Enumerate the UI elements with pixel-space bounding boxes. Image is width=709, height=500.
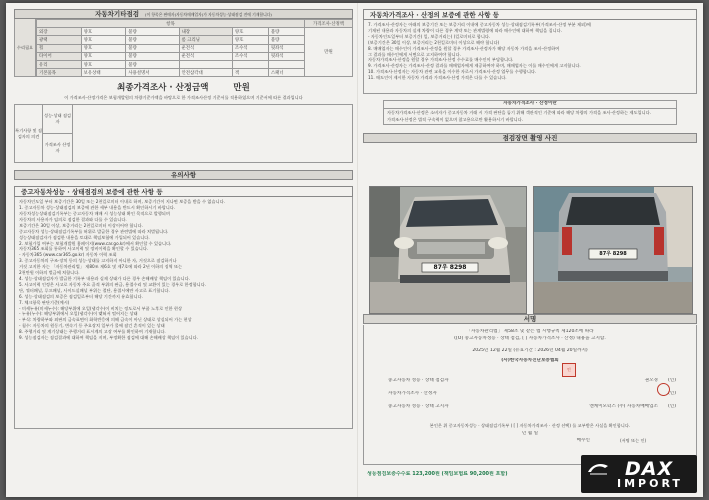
guarantee-line: 그 결과를 매수인에게 서면으로 고지하여야 합니다. xyxy=(368,51,461,57)
institution-stamp: 인 xyxy=(562,363,576,377)
other-inspection-title: 자동차기타점검 xyxy=(95,10,140,18)
guide-text xyxy=(14,197,353,429)
repair-needed-label: 수리필요 xyxy=(14,19,36,77)
dax-import-logo xyxy=(581,455,697,493)
guide-line: - 부식: 차량하부와 외판의 금속표면이 화학반응에 의해 금속이 아닌 상태로 상실되어 가는 현상 xyxy=(19,317,192,323)
guide-line: 2천만원 이하의 벌금에 처합니다. xyxy=(19,270,80,276)
final-price-row xyxy=(14,77,353,95)
price-unit: 만원 xyxy=(305,28,353,77)
guarantee-line: 9. 가격조사·산정자는 가격조사·산정 결과를 매매업자에게 제공하여야 하며, 매매업자는 이를 매수인에게 고지합니다. xyxy=(368,63,581,69)
special-notes-label: 특기사항 및 점검자의 의견 xyxy=(15,105,43,162)
guide-line: 5. 사고이력 인정은 사고로 자동차 주요 골격 부위의 판금, 용접수리 및 교환이 있는 경우로 한정합니다. xyxy=(19,281,207,287)
guarantee-line: 자동차가격조사·산정을 원할 경우 가격조사·산정 수수료를 매수인이 부담합니다. xyxy=(368,57,514,63)
guarantee-line: 7. 가격조사·산정자는 아래의 보증기간 또는 보증거리 이내에 중고자동차 성능·상태점검기록부(가격조사·산정 부분 제외)에 xyxy=(368,22,591,27)
institution-row xyxy=(370,358,690,365)
signature-row: 중고자동차 성능 · 상태 점검자 권오경 (인) xyxy=(388,377,677,383)
signature-section xyxy=(363,325,697,465)
table-row: 기본품목 보유상태 사용설명서 안전삼각대 잭 스패너 xyxy=(37,69,353,77)
special-notes-box xyxy=(14,105,353,163)
front-license-plate: 87우 8298 xyxy=(433,264,467,271)
guarantee-line: 8. 매매업자는 매수인이 가격조사·산정을 원할 경우 가격조사·산정자가 해당 자동차 가격을 조사·산정하여 xyxy=(368,45,560,51)
notice-type: ([O] 중고자동차성능 · 상태 점검, [ ] 자동차가격조사 · 산정) 내용을 고지함. xyxy=(454,335,606,341)
guide-line: 9. 성능점검자는 점검결과에 대하여 책임을 지며, 부정확한 점검에 대해 손해배상 책임이 있습니다. xyxy=(19,335,199,341)
guarantee-line: 11. 매도인이 제시한 자동차 가격과 가격조사·산정 가격은 다를 수 있습니다. xyxy=(368,75,507,81)
front-vehicle-photo xyxy=(369,186,527,314)
table-row: 유리 양호 불량 xyxy=(37,60,353,68)
table-row: 타이어 양호 불량 운전석 조수석 뒷좌석 xyxy=(37,52,353,60)
guide-line: 7. 체크항목 판단기준(예시) xyxy=(19,299,70,305)
price-guarantee-title: 자동차가격조사 · 산정의 보증에 관한 사항 등 xyxy=(370,11,500,19)
guide-title: 중고자동차성능 · 상태점검의 보증에 관한 사항 등 xyxy=(21,188,163,197)
page-fold xyxy=(357,3,359,497)
logo-word-dax: DAX xyxy=(625,458,674,480)
guide-line: - 미세누유(미세누수): 해당부위에 오일(냉각수)이 비치는 정도로서 부품 노후로 인한 현상 xyxy=(19,305,183,311)
guide-header xyxy=(14,186,353,197)
guide-line: - 침수: 자동차의 원동기, 변속기 등 주요장치 일부가 물에 잠긴 흔적이 있는 상태 xyxy=(19,323,165,329)
inspection-fee: 성능점검보증수수료 123,200원 (책임보험료 90,200원 포함) xyxy=(367,471,508,477)
appraiser-label: 가격조사 산정자 xyxy=(43,134,73,162)
guide-line: 자동차인도일 부터 보증기간은 30일 또는 2천킬로미터 이내로 하며, 보증기간이 지나면 보증을 받을 수 없습니다. xyxy=(19,199,225,205)
buyer-confirmation: 본인은 위 중고자동차성능 · 상태점검기록부 ( [ ] 자동차가격조사 · 산정 선택) 를 교부받은 사실을 확인합니다. xyxy=(429,423,631,429)
signature-rows xyxy=(370,374,690,413)
guide-line: 성능상태점검자가 점검한 내용을 토대로 책임보험에 가입되어 있습니다. xyxy=(19,234,150,240)
signature-row: 중고자동차 성능 · 상태 고지자 엔케이모터스 (주) 자동차매매업소 (인) xyxy=(388,403,677,409)
table-row: 외장 양호 불량 내장 양호 불량 만원 xyxy=(37,28,353,36)
price-notice: 이 가격조사·산정가격은 보험개발원의 차량기준가액을 바탕으로 한 가격조사산정 기준서를 적용하였으며 기준서에 따른 결과입니다 xyxy=(14,95,353,105)
caution-header: 유의사항 xyxy=(14,170,353,180)
inspection-photo-header: 점검장면 촬영 사진 xyxy=(363,133,697,143)
guarantee-line: (보증기간은 30일 이상, 보증거리는 2천킬로미터 이상으로 해야 합니다) xyxy=(368,39,500,45)
guarantee-line: 기재된 내용과 자동차의 실제 차량이 다른 경우 계약 또는 관계법령에 따라 매수인에 대하여 책임을 집니다. xyxy=(368,27,562,33)
rear-vehicle-photo xyxy=(533,186,693,314)
guide-line: - 누유(누수): 해당부위에서 오일(냉각수)이 맺혀서 떨어지는 상태 xyxy=(19,311,138,317)
price-guarantee-text xyxy=(363,20,697,94)
guide-line: - 자동차365 (www.car365.go.kr) 자동차 이력 조회 xyxy=(19,252,117,258)
guide-line: 단, 쿼터패널, 루프패널, 사이드실패널 부위는 절단, 용접시에만 사고로 표기합니다. xyxy=(19,287,170,293)
table-row: 광택 양호 불량 룸 크리닝 양호 불량 xyxy=(37,36,353,44)
guide-line: 8. 주행거리 및 계기상태는 주행거리 표시계의 고장 여부를 확인하여 기재합니다. xyxy=(19,329,166,335)
signature-header: 서명 xyxy=(363,314,697,324)
other-inspection-table xyxy=(14,19,353,77)
signature-row: 자동차가격조사 · 산정자 (인) xyxy=(388,390,677,396)
guide-line: 4. 성능·상태점검자가 발급한 기록부 내용과 실제 상태가 다른 경우 손해배상 책임이 있습니다. xyxy=(19,276,190,281)
other-inspection-header xyxy=(14,9,353,19)
right-page xyxy=(363,9,697,493)
guide-line: 자동차의 사용자가 임의로 점검한 결과와 다를 수 있습니다. xyxy=(19,216,127,222)
logo-word-import: IMPORT xyxy=(617,477,683,490)
inspector-label: 성능·상태 점검자 xyxy=(43,105,73,134)
guide-line: 3. 중고자동차의 구조·장치 등의 성능·상태를 고지하지 아니한 자, 거짓으로 점검하거나 xyxy=(19,258,177,264)
guarantee-line: - 자동차인도일부터 보증기간( 일, 보증거리는( )킬로미터로 합니다. xyxy=(368,33,491,39)
inspection-document xyxy=(6,3,703,497)
buyer-sign-mark: (서명 또는 인) xyxy=(620,437,647,443)
institution-name: (사)한국자동차진단보증협회 xyxy=(501,357,559,363)
item-header: 항목 xyxy=(37,20,305,28)
table-row: 휠 양호 불량 운전석 조수석 뒷좌석 xyxy=(37,44,353,52)
rear-license-plate: 87우 8298 xyxy=(599,251,627,257)
price-guarantee-header xyxy=(363,9,697,20)
guide-line: 1. 중고자동차 성능·상태점검의 보증에 관한 세부 내용을 반드시 확인하시기 바랍니다. xyxy=(19,205,176,211)
guide-line: 자동차성능상태점검기록부는 중고자동차 매매 시 성능상태 확인 목적으로 발행되며 xyxy=(19,211,170,217)
buyer-label: 매수인 xyxy=(576,437,590,443)
final-price-title: 최종가격조사 · 산정금액 xyxy=(117,83,209,94)
front-vehicle-image xyxy=(370,187,527,314)
price-definition-text-2: 가격조사·산정은 법적 구속력이 없으며 참고용으로만 활용하시기 바랍니다. xyxy=(387,116,524,122)
price-definition-text: 자동차가격조사·산정은 소비자가 중고자동차 거래 시 가격 판단을 돕기 위해 객관적인 기준에 따라 해당 차량의 가격을 조사·산정하는 제도입니다. xyxy=(387,109,651,115)
left-page xyxy=(14,9,353,493)
guide-line: 보증기간은 30일 이상, 보증거리는 2천킬로미터 이상이어야 합니다. xyxy=(19,222,143,228)
guide-line: 거짓 고지한 자는 「자동차관리법」 제80조 제6호 및 제7호에 따라 2년 이하의 징역 또는 xyxy=(19,264,183,270)
law-reference: 「자동차관리법」 제58조 및 같은 법 시행규칙 제120조에 따라 xyxy=(466,329,594,334)
guide-line: 중고자동차 성능·상태점검기록부를 허위로 발급한 경우 관련법에 따라 처벌됩니다. xyxy=(19,228,169,234)
other-inspection-note: (이 항목은 판매자(자동차매매업자)가 자동차성능·상태점검 전에 기재합니다) xyxy=(145,12,272,17)
price-definition-box xyxy=(383,100,677,125)
car-swoosh-icon xyxy=(587,462,609,476)
price-header: 가격조사·산정액 xyxy=(305,20,353,28)
guide-line: 2. 보험가입 여부는 보험개발원 홈페이지(www.car.go.kr)에서 확인할 수 있습니다. xyxy=(19,240,172,246)
inspector-seal xyxy=(657,383,670,396)
issue-date: 2025년 12월 22일 (유효기간 : 2026년 04월 20일까지) xyxy=(472,348,588,354)
buyer-row xyxy=(370,438,690,445)
guide-line: 자동차365 조회를 통하여 사고이력 및 정비이력을 확인할 수 있습니다. xyxy=(19,246,149,252)
price-definition-title: 자동차가격조사 · 산정이란 xyxy=(384,101,676,109)
buyer-date: 년 월 일 xyxy=(521,431,539,437)
guide-line: 6. 성능·상태점검의 보증은 점검일로부터 해당 기간까지 유효합니다. xyxy=(19,293,143,299)
final-price-unit: 만원 xyxy=(233,83,250,94)
condition-table xyxy=(36,19,353,77)
guarantee-line: 10. 가격조사·산정자는 자동차 관련 교육을 이수한 자로서 가격조사·산정 업무를 수행합니다. xyxy=(368,69,537,75)
